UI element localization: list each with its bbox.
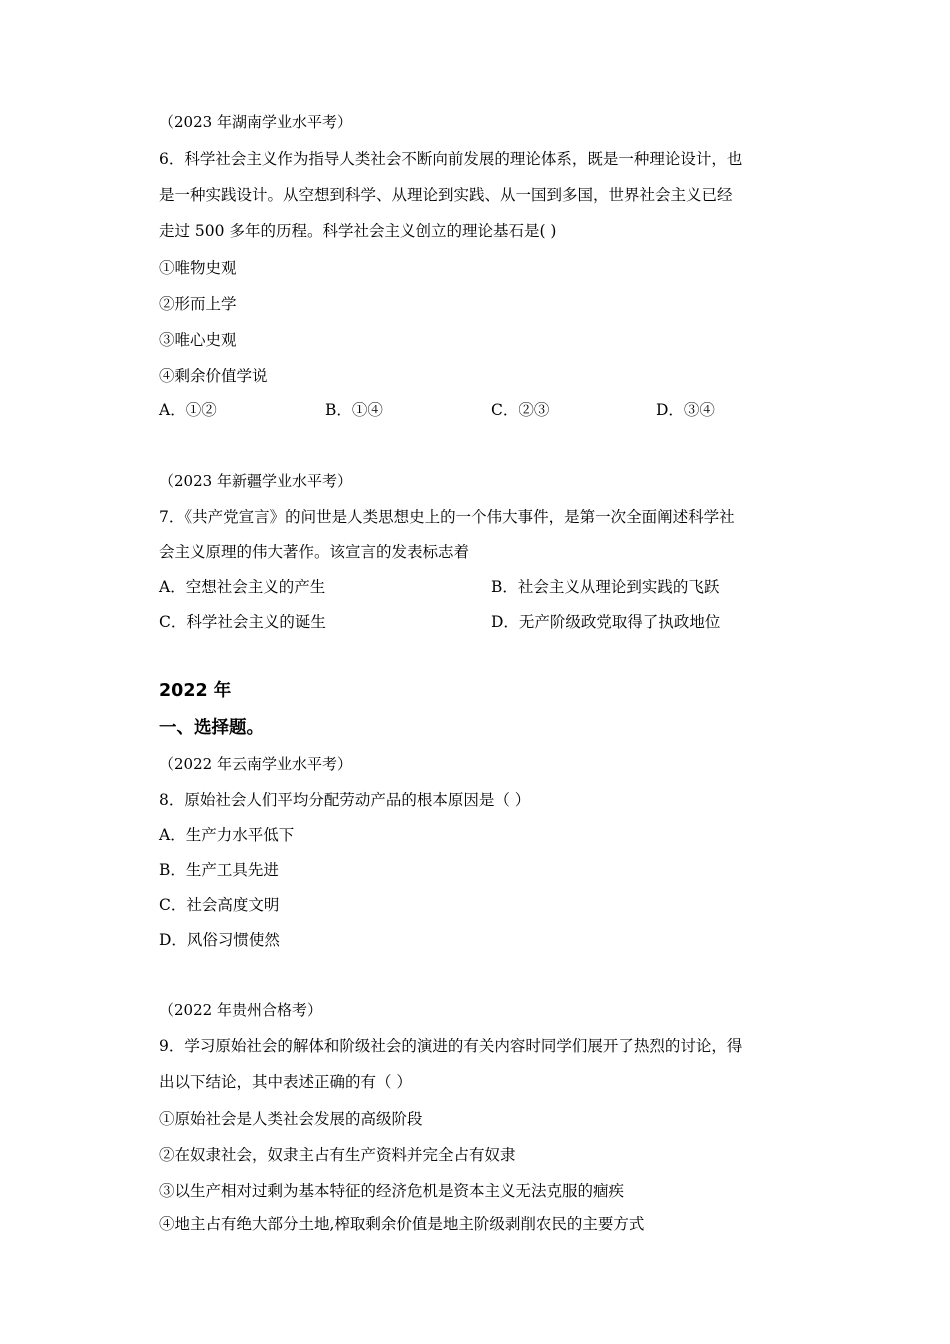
- q9-item-2: ②在奴隶社会，奴隶主占有生产资料并完全占有奴隶: [159, 1146, 516, 1164]
- q7-stem-line-1: 7．《共产党宣言》的问世是人类思想史上的一个伟大事件，是第一次全面阐述科学社: [159, 508, 735, 526]
- q9-stem-line-2: 出以下结论，其中表述正确的有（ ）: [159, 1073, 412, 1091]
- q6-item-1: ①唯物史观: [159, 259, 237, 277]
- q9-item-3: ③以生产相对过剩为基本特征的经济危机是资本主义无法克服的痼疾: [159, 1182, 625, 1200]
- q7-option-d[interactable]: D．无产阶级政党取得了执政地位: [491, 613, 721, 631]
- q6-stem-line-1: 6．科学社会主义作为指导人类社会不断向前发展的理论体系，既是一种理论设计，也: [159, 150, 743, 168]
- q7-source: （2023 年新疆学业水平考）: [159, 472, 352, 490]
- q6-item-3: ③唯心史观: [159, 331, 237, 349]
- q6-item-2: ②形而上学: [159, 295, 237, 313]
- q9-stem-line-1: 9．学习原始社会的解体和阶级社会的演进的有关内容时同学们展开了热烈的讨论，得: [159, 1037, 743, 1055]
- q6-option-a[interactable]: A．①②: [159, 401, 217, 419]
- q6-option-d[interactable]: D．③④: [656, 401, 715, 419]
- q6-item-4: ④剩余价值学说: [159, 367, 268, 385]
- q7-option-a[interactable]: A．空想社会主义的产生: [159, 578, 326, 596]
- q8-option-d[interactable]: D．风俗习惯使然: [159, 931, 280, 949]
- q8-option-c[interactable]: C．社会高度文明: [159, 896, 280, 914]
- q7-stem-line-2: 会主义原理的伟大著作。该宣言的发表标志着: [159, 543, 470, 561]
- section-title: 一、选择题。: [159, 718, 264, 738]
- q7-option-b[interactable]: B．社会主义从理论到实践的飞跃: [491, 578, 720, 596]
- q6-option-b[interactable]: B．①④: [325, 401, 383, 419]
- q6-stem-line-2: 是一种实践设计。从空想到科学、从理论到实践、从一国到多国，世界社会主义已经: [159, 186, 733, 204]
- q8-option-b[interactable]: B．生产工具先进: [159, 861, 279, 879]
- q6-source: （2023 年湖南学业水平考）: [159, 113, 352, 131]
- q6-option-c[interactable]: C．②③: [491, 401, 550, 419]
- q8-source: （2022 年云南学业水平考）: [159, 755, 352, 773]
- q9-item-4: ④地主占有绝大部分土地,榨取剩余价值是地主阶级剥削农民的主要方式: [159, 1215, 645, 1233]
- q9-item-1: ①原始社会是人类社会发展的高级阶段: [159, 1110, 423, 1128]
- q6-stem-line-3: 走过 500 多年的历程。科学社会主义创立的理论基石是( ): [159, 222, 557, 240]
- section-year-heading: 2022 年: [159, 681, 232, 701]
- q8-option-a[interactable]: A．生产力水平低下: [159, 826, 295, 844]
- q9-source: （2022 年贵州合格考）: [159, 1001, 322, 1019]
- q7-option-c[interactable]: C．科学社会主义的诞生: [159, 613, 326, 631]
- q8-stem-line-1: 8．原始社会人们平均分配劳动产品的根本原因是（ ）: [159, 791, 531, 809]
